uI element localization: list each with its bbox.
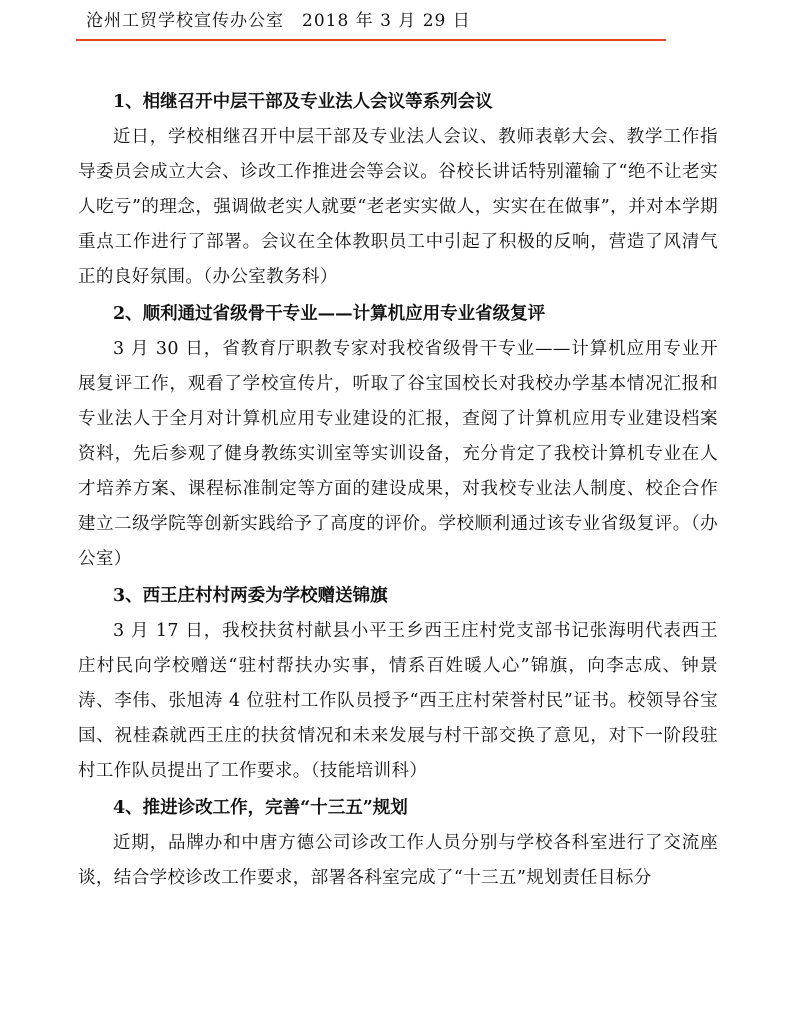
news-section-4 xyxy=(78,791,718,896)
section-heading: 2、顺利通过省级骨干专业——计算机应用专业省级复评 xyxy=(113,304,546,324)
page-header-text: 沧州工贸学校宣传办公室 2018 年 3 月 29 日 xyxy=(86,11,471,31)
section-paragraph: 近日，学校相继召开中层干部及专业法人会议、教师表彰大会、教学工作指导委员会成立大会、诊改工作推进会等会议。谷校长讲话特别灌输了“绝不让老实人吃亏”的理念，强调做老实人就要“老老实实做人，实实在在做事”，并对本学期重点工作进行了部署。会议在全体教职员工中引起了积极的反响，营造了风清气正的良好氛围。（办公室教务科） xyxy=(78,127,718,287)
section-heading: 4、推进诊改工作，完善“十三五”规划 xyxy=(113,798,408,818)
news-section-2 xyxy=(78,297,718,577)
section-paragraph: 近期，品牌办和中唐方德公司诊改工作人员分别与学校各科室进行了交流座谈，结合学校诊改工作要求，部署各科室完成了“十三五”规划责任目标分 xyxy=(78,833,718,888)
article-body xyxy=(78,85,718,898)
section-paragraph: 3 月 30 日，省教育厅职教专家对我校省级骨干专业——计算机应用专业开展复评工作，观看了学校宣传片，听取了谷宝国校长对我校办学基本情况汇报和专业法人于全月对计算机应用专业建设的汇报，查阅了计算机应用专业建设档案资料，先后参观了健身教练实训室等实训设备，充分肯定了我校计算机专业在人才培养方案、课程标准制定等方面的建设成果，对我校专业法人制度、校企合作建立二级学院等创新实践给予了高度的评价。学校顺利通过该专业省级复评。（办公室） xyxy=(78,339,718,569)
section-heading: 3、西王庄村村两委为学校赠送锦旗 xyxy=(113,586,388,606)
news-section-3 xyxy=(78,579,718,789)
section-heading: 1、相继召开中层干部及专业法人会议等系列会议 xyxy=(113,92,493,112)
news-section-1 xyxy=(78,85,718,295)
section-paragraph: 3 月 17 日，我校扶贫村献县小平王乡西王庄村党支部书记张海明代表西王庄村民向学校赠送“驻村帮扶办实事，情系百姓暖人心”锦旗，向李志成、钟景涛、李伟、张旭涛 4 位驻村工作队员授予“西王庄村荣誉村民”证书。校领导谷宝国、祝桂森就西王庄的扶贫情况和未来发展与村干部交换了意见，对下一阶段驻村工作队员提出了工作要求。（技能培训科） xyxy=(78,621,718,781)
header-divider xyxy=(76,39,666,41)
